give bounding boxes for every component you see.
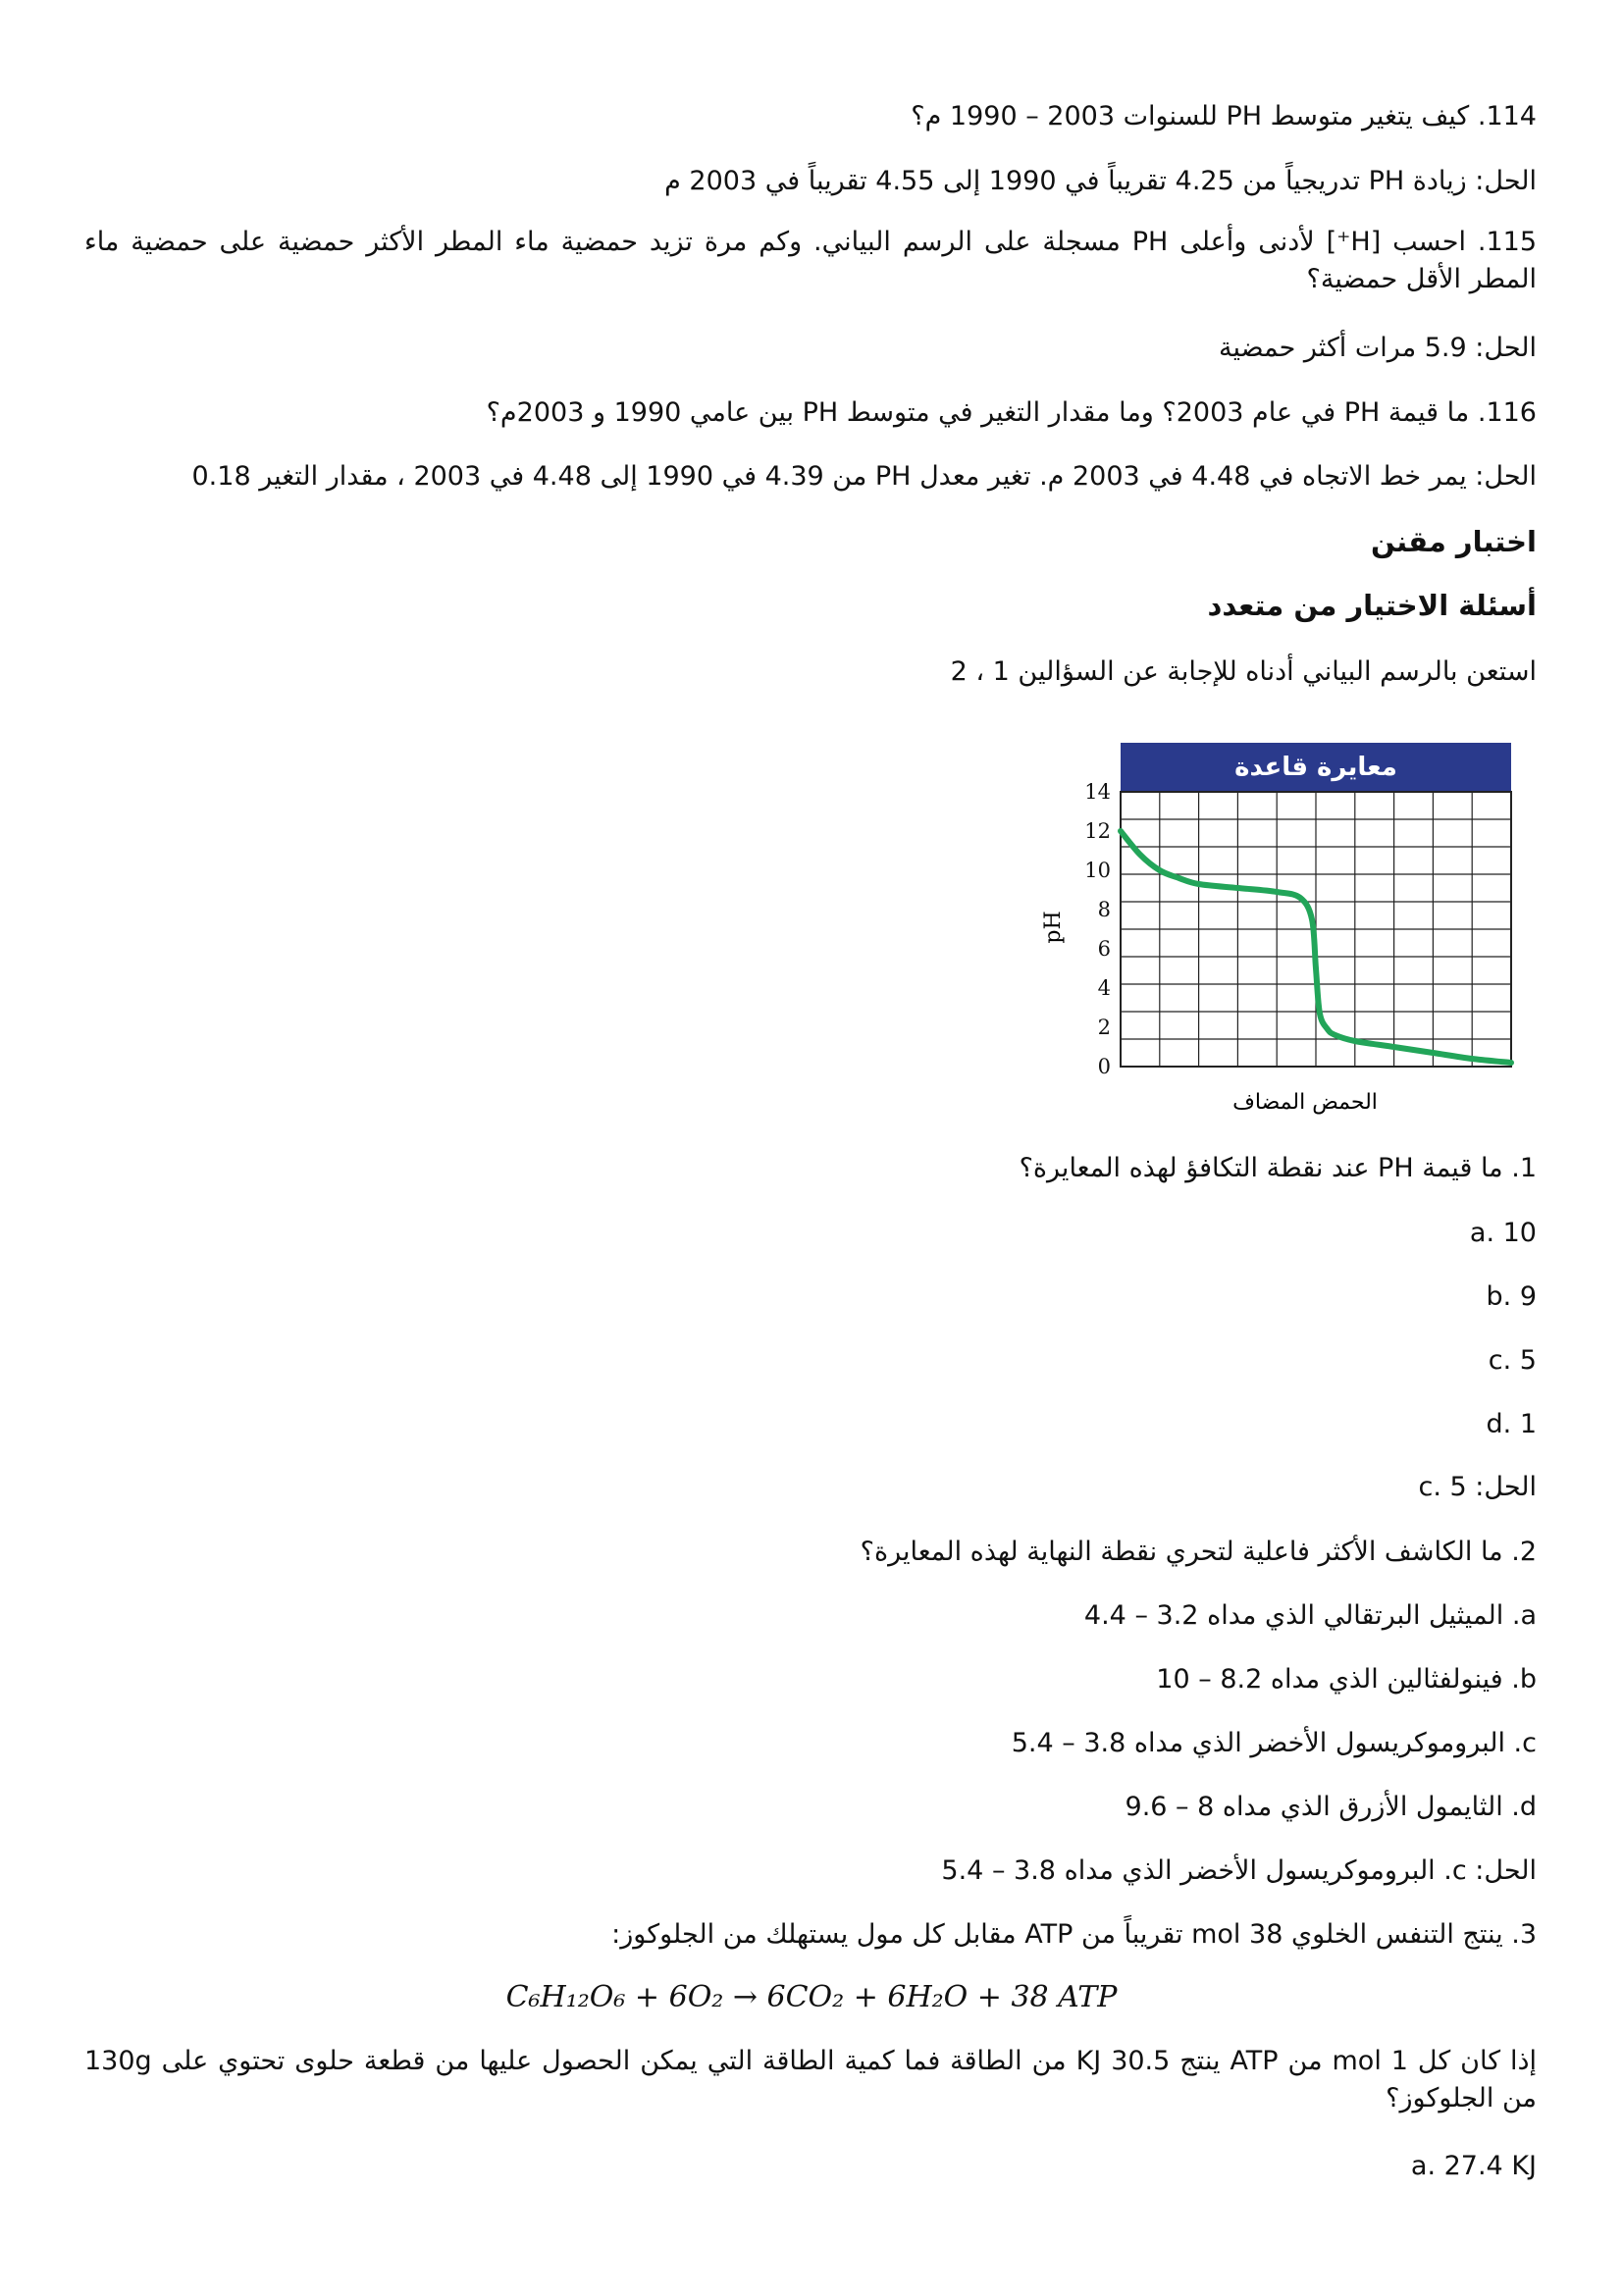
mc1-option-a: a. 10 xyxy=(1469,1218,1537,1248)
mc2-option-a: a. الميثيل البرتقالي الذي مداه 3.2 – 4.4 xyxy=(1083,1600,1537,1631)
mc2-answer: الحل: c. البروموكريسول الأخضر الذي مداه 3.8 – 5.4 xyxy=(941,1855,1537,1886)
mc1-option-b: b. 9 xyxy=(1486,1281,1537,1312)
y-tick-label-12: 12 xyxy=(1084,819,1111,843)
mc3-body: إذا كان كل 1 mol من ATP ينتج 30.5 KJ من الطاقة فما كمية الطاقة التي يمكن الحصول عليها من قطعة حلوى تحتوي على 130g من الجلوكوز؟ xyxy=(84,2046,1538,2113)
question-114: 114. كيف يتغير متوسط PH للسنوات 2003 – 1990 م؟ xyxy=(911,101,1537,131)
mc1-option-c: c. 5 xyxy=(1488,1345,1537,1376)
y-tick-label-14: 14 xyxy=(1084,780,1111,804)
chart-instruction: استعن بالرسم البياني أدناه للإجابة عن السؤالين 1 ، 2 xyxy=(950,656,1537,687)
y-tick-label-8: 8 xyxy=(1097,898,1111,921)
mc1-question: 1. ما قيمة PH عند نقطة التكافؤ لهذه المعايرة؟ xyxy=(1019,1153,1537,1183)
reaction-equation: C₆H₁₂O₆ + 6O₂ → 6CO₂ + 6H₂O + 38 ATP xyxy=(505,1980,1118,2014)
titration-chart xyxy=(1021,731,1531,1123)
answer-114: الحل: زيادة PH تدريجياً من 4.25 تقريباً في 1990 إلى 4.55 تقريباً في 2003 م xyxy=(664,166,1537,196)
mc2-option-d: d. الثايمول الأزرق الذي مداه 8 – 9.6 xyxy=(1125,1792,1537,1822)
mc1-answer: الحل: c. 5 xyxy=(1418,1472,1537,1502)
section-title: اختبار مقنن xyxy=(1371,525,1537,558)
y-tick-label-4: 4 xyxy=(1097,976,1111,1000)
mc2-question: 2. ما الكاشف الأكثر فاعلية لتحري نقطة النهاية لهذه المعايرة؟ xyxy=(860,1537,1537,1567)
question-116: 116. ما قيمة PH في عام 2003؟ وما مقدار التغير في متوسط PH بين عامي 1990 و 2003م؟ xyxy=(486,397,1537,428)
y-tick-labels xyxy=(1084,780,1111,1078)
y-axis-label: pH xyxy=(1041,911,1066,944)
section-subtitle: أسئلة الاختيار من متعدد xyxy=(1207,589,1537,622)
y-tick-label-6: 6 xyxy=(1097,937,1111,961)
answer-115: الحل: 5.9 مرات أكثر حمضية xyxy=(1218,333,1537,363)
x-axis-label: الحمض المضاف xyxy=(1232,1090,1378,1115)
y-tick-label-2: 2 xyxy=(1097,1016,1111,1039)
mc3-question: 3. ينتج التنفس الخلوي 38 mol تقريباً من ATP مقابل كل مول يستهلك من الجلوكوز: xyxy=(611,1919,1537,1950)
mc2-option-c: c. البروموكريسول الأخضر الذي مداه 3.8 – 5.4 xyxy=(1011,1728,1537,1758)
chart-title: معايرة قاعدة xyxy=(1234,753,1397,782)
answer-116: الحل: يمر خط الاتجاه في 4.48 في 2003 م. تغير معدل PH من 4.39 في 1990 إلى 4.48 في 2003 ، مقدار التغير 0.18 xyxy=(191,461,1537,492)
y-tick-label-0: 0 xyxy=(1097,1055,1111,1078)
titration-chart-svg xyxy=(1021,731,1531,1123)
question-115: 115. احسب [H⁺] لأدنى وأعلى PH مسجلة على الرسم البياني. وكم مرة تزيد حمضية ماء المطر الأكثر حمضية على حمضية ماء المطر الأقل حمضية؟ xyxy=(84,227,1538,294)
mc2-option-b: b. فينولفثالين الذي مداه 8.2 – 10 xyxy=(1156,1664,1537,1695)
mc1-option-d: d. 1 xyxy=(1486,1409,1537,1439)
y-tick-label-10: 10 xyxy=(1084,859,1111,882)
mc3-option-a: a. 27.4 KJ xyxy=(1410,2151,1537,2181)
